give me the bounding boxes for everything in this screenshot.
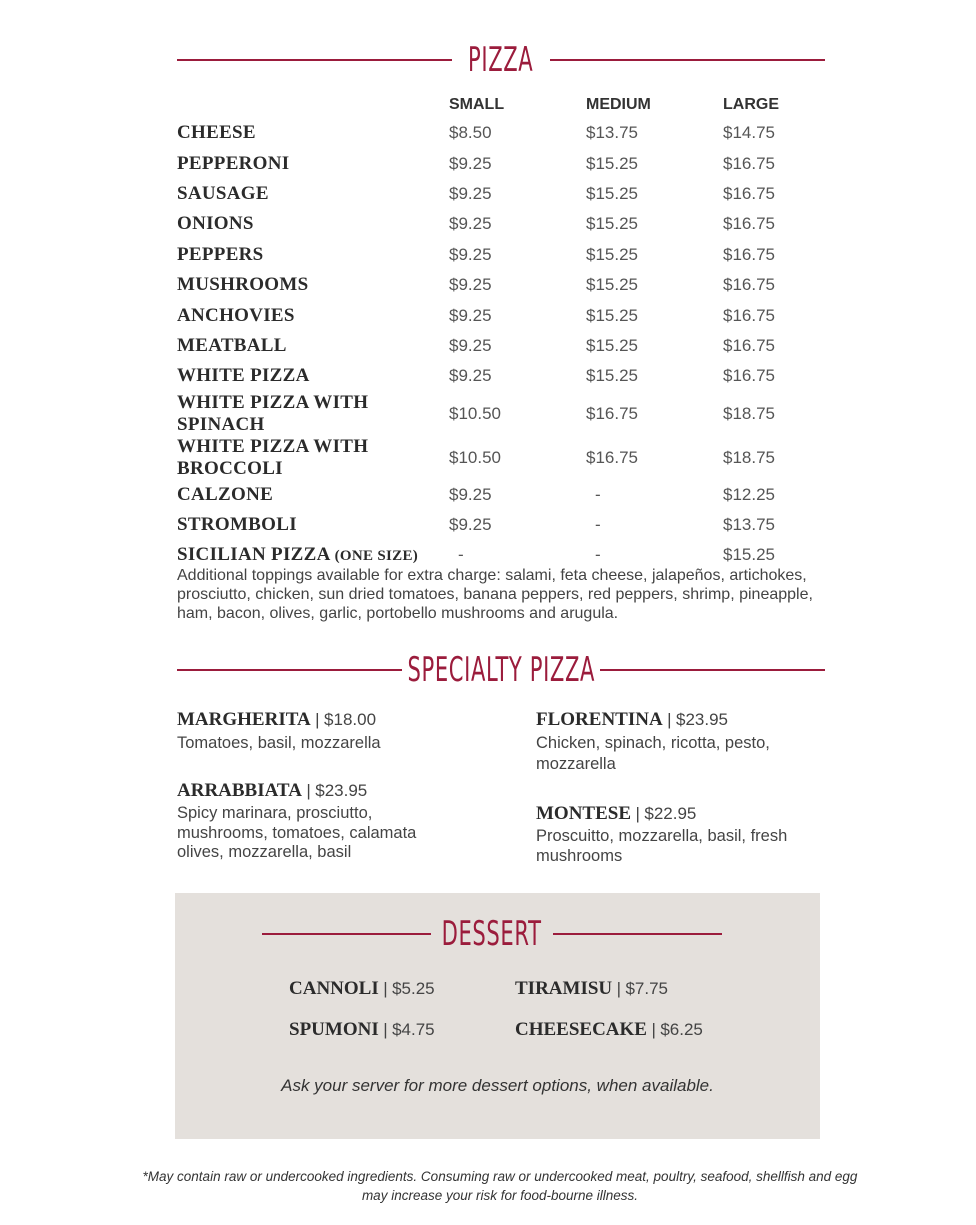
price-small: $8.50 (449, 123, 492, 143)
price-medium: $15.25 (586, 183, 638, 203)
table-row (177, 179, 817, 209)
specialty-item-arrabbiata (177, 780, 447, 863)
pizza-name: ONIONS (177, 213, 254, 235)
price-small: $9.25 (449, 484, 492, 504)
pizza-name: SAUSAGE (177, 182, 269, 204)
table-row (177, 148, 817, 178)
price-medium: - (595, 515, 601, 535)
specialty-separator: | (306, 781, 311, 800)
dessert-price: $6.25 (660, 1020, 703, 1039)
table-row (177, 300, 817, 330)
heading-rule-left (177, 669, 402, 671)
heading-rule-right (550, 59, 825, 61)
specialty-desc: Proscuitto, mozzarella, basil, fresh mushrooms (536, 827, 788, 865)
heading-rule-right (553, 933, 722, 935)
table-row (177, 480, 817, 510)
pizza-name-cell (177, 392, 449, 436)
price-large: $16.75 (723, 275, 775, 295)
price-large: $16.75 (723, 305, 775, 325)
table-row (177, 510, 817, 540)
price-small: $9.25 (449, 275, 492, 295)
dessert-price: $5.25 (392, 979, 435, 998)
price-large: $14.75 (723, 123, 775, 143)
price-medium: - (595, 545, 601, 565)
table-row (177, 436, 817, 480)
price-medium: $15.25 (586, 366, 638, 386)
pizza-name-cell (177, 331, 449, 361)
dessert-note: Ask your server for more dessert options, when available. (281, 1076, 714, 1095)
specialty-item-florentina (536, 709, 806, 775)
table-row (177, 209, 817, 239)
price-medium: $13.75 (586, 123, 638, 143)
table-row (177, 331, 817, 361)
price-small: $9.25 (449, 335, 492, 355)
pizza-title: PIZZA (468, 40, 534, 80)
price-small: $9.25 (449, 366, 492, 386)
pizza-name-cell (177, 118, 449, 148)
price-medium: $15.25 (586, 305, 638, 325)
specialty-desc: Spicy marinara, prosciutto, mushrooms, tomatoes, calamata olives, mozzarella, basil (177, 804, 417, 861)
pizza-name: CALZONE (177, 483, 274, 505)
dessert-item-tiramisu (515, 978, 668, 1000)
table-row (177, 361, 817, 391)
pizza-name-cell (177, 240, 449, 270)
header-large: LARGE (723, 96, 779, 113)
price-large: $16.75 (723, 366, 775, 386)
price-small: $10.50 (449, 447, 501, 467)
pizza-name: PEPPERS (177, 243, 264, 265)
price-medium: $15.25 (586, 153, 638, 173)
specialty-price: $23.95 (315, 781, 368, 800)
price-small: $10.50 (449, 403, 501, 423)
pizza-name: SICILIAN PIZZA (177, 544, 330, 566)
pizza-name-cell (177, 436, 449, 480)
pizza-name: MEATBALL (177, 334, 287, 356)
specialty-name: MARGHERITA (177, 709, 311, 730)
pizza-name: STROMBOLI (177, 514, 297, 536)
toppings-note: Additional toppings available for extra charge: salami, feta cheese, jalapeños, artichokes, prosciutto, chicken, sun dried tomatoes, banana peppers, red peppers, shrimp, pineapple, ham, bacon, olives, garlic, portobello mushrooms and arugula. (177, 567, 813, 622)
price-medium: $16.75 (586, 403, 638, 423)
pizza-name: WHITE PIZZA WITH BROCCOLI (177, 435, 369, 479)
dessert-name: TIRAMISU (515, 978, 613, 999)
specialty-title: SPECIALTY PIZZA (407, 650, 595, 690)
heading-rule-right (600, 669, 825, 671)
table-row (177, 118, 817, 148)
dessert-name: CANNOLI (289, 978, 379, 999)
table-row (177, 392, 817, 436)
specialty-heading (177, 650, 825, 690)
price-large: $13.75 (723, 515, 775, 535)
specialty-price: $23.95 (676, 710, 729, 729)
pizza-name-cell (177, 270, 449, 300)
specialty-separator: | (315, 710, 320, 729)
specialty-separator: | (635, 804, 640, 823)
specialty-separator: | (667, 710, 672, 729)
specialty-name: FLORENTINA (536, 709, 663, 730)
specialty-item-margherita (177, 709, 467, 754)
pizza-name: PEPPERONI (177, 152, 290, 174)
dessert-title: DESSERT (442, 914, 542, 954)
price-large: $12.25 (723, 484, 775, 504)
price-small: - (458, 545, 464, 565)
pizza-name-cell (177, 179, 449, 209)
pizza-name: WHITE PIZZA WITH SPINACH (177, 391, 369, 435)
price-medium: $15.25 (586, 275, 638, 295)
price-medium: $15.25 (586, 214, 638, 234)
dessert-item-spumoni (289, 1019, 435, 1041)
header-small: SMALL (449, 96, 505, 113)
dessert-separator: | (383, 1020, 388, 1039)
price-large: $16.75 (723, 214, 775, 234)
price-large: $16.75 (723, 244, 775, 264)
specialty-item-montese (536, 803, 811, 866)
table-header-row (177, 92, 817, 118)
pizza-name: CHEESE (177, 122, 256, 144)
specialty-desc: Tomatoes, basil, mozzarella (177, 734, 381, 752)
pizza-name-cell (177, 361, 449, 391)
dessert-separator: | (383, 979, 388, 998)
pizza-name: MUSHROOMS (177, 274, 309, 296)
dessert-separator: | (651, 1020, 656, 1039)
pizza-name: WHITE PIZZA (177, 365, 310, 387)
heading-rule-left (177, 59, 452, 61)
pizza-name-cell (177, 300, 449, 330)
pizza-name-cell (177, 510, 449, 540)
price-medium: $15.25 (586, 244, 638, 264)
price-small: $9.25 (449, 515, 492, 535)
pizza-price-table (177, 92, 817, 571)
pizza-name-cell (177, 209, 449, 239)
price-small: $9.25 (449, 153, 492, 173)
specialty-name: ARRABBIATA (177, 780, 302, 801)
header-name-cell (177, 92, 449, 118)
price-small: $9.25 (449, 214, 492, 234)
dessert-name: CHEESECAKE (515, 1019, 647, 1040)
dessert-item-cannoli (289, 978, 435, 1000)
price-small: $9.25 (449, 183, 492, 203)
price-medium: - (595, 484, 601, 504)
dessert-section (175, 893, 820, 1139)
table-row (177, 240, 817, 270)
dessert-name: SPUMONI (289, 1019, 379, 1040)
pizza-heading (177, 40, 825, 80)
specialty-price: $18.00 (324, 710, 377, 729)
dessert-price: $4.75 (392, 1020, 435, 1039)
price-small: $9.25 (449, 244, 492, 264)
heading-rule-left (262, 933, 431, 935)
specialty-price: $22.95 (644, 804, 697, 823)
pizza-name-cell (177, 148, 449, 178)
dessert-price: $7.75 (625, 979, 668, 998)
health-disclaimer: *May contain raw or undercooked ingredients. Consuming raw or undercooked meat, poultry, seafood, shellfish and egg may increase your risk for food-bourne illness. (142, 1169, 858, 1203)
table-row (177, 270, 817, 300)
dessert-heading (262, 913, 722, 955)
price-small: $9.25 (449, 305, 492, 325)
pizza-name: ANCHOVIES (177, 304, 295, 326)
price-large: $18.75 (723, 403, 775, 423)
specialty-name: MONTESE (536, 803, 632, 824)
price-medium: $16.75 (586, 447, 638, 467)
price-large: $15.25 (723, 545, 775, 565)
dessert-item-cheesecake (515, 1019, 703, 1041)
price-large: $16.75 (723, 335, 775, 355)
specialty-desc: Chicken, spinach, ricotta, pesto, mozzarella (536, 734, 770, 773)
header-medium: MEDIUM (586, 96, 651, 113)
price-large: $16.75 (723, 153, 775, 173)
dessert-separator: | (616, 979, 621, 998)
price-large: $18.75 (723, 447, 775, 467)
price-medium: $15.25 (586, 335, 638, 355)
pizza-size-note: (ONE SIZE) (334, 548, 419, 565)
pizza-name-cell (177, 480, 449, 510)
price-large: $16.75 (723, 183, 775, 203)
